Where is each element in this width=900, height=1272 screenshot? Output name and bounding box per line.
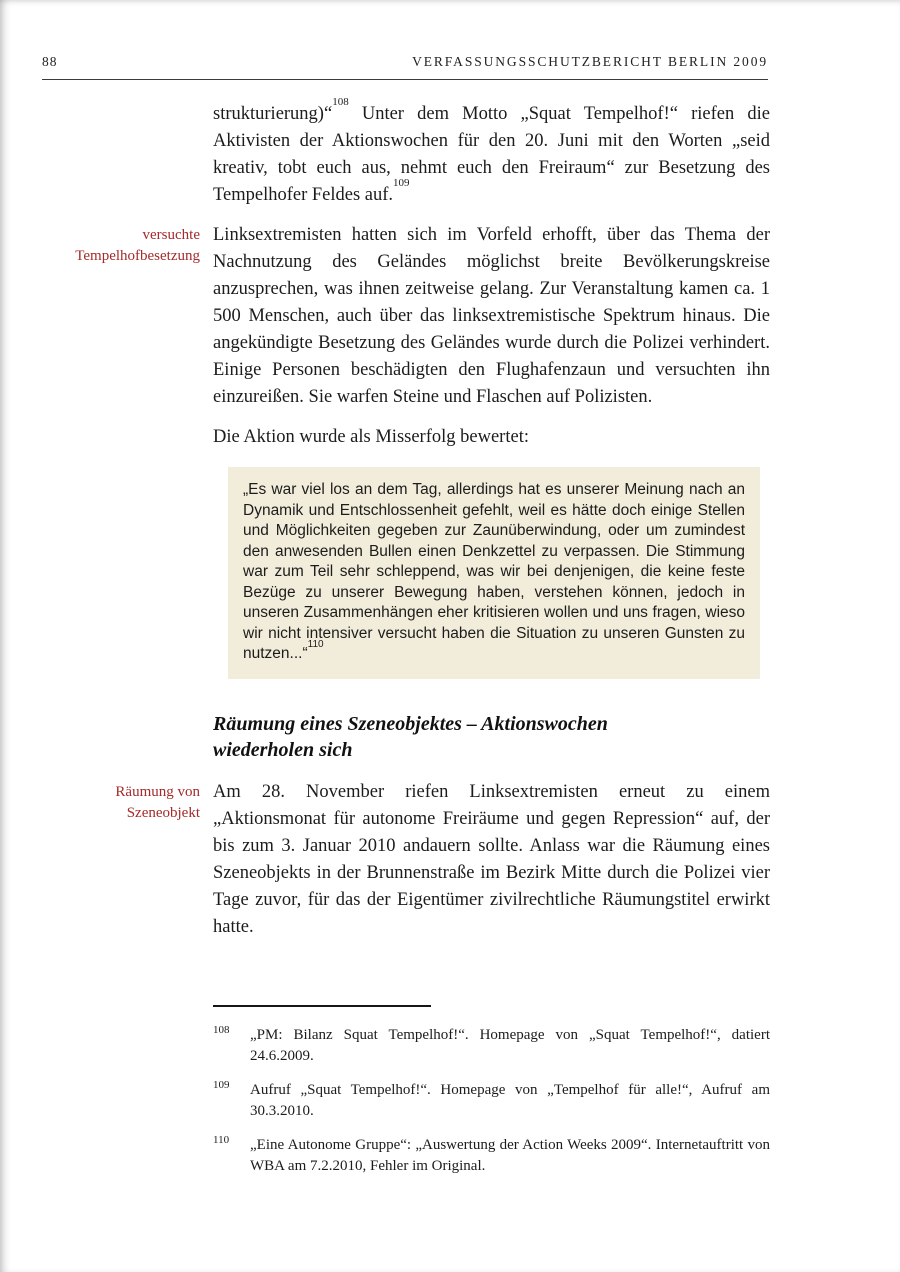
running-header bbox=[0, 0, 900, 70]
paragraph-linksextremisten: Linksextremisten hatten sich im Vorfeld erhofft, über das Thema der Nachnutzung des Geländes möglichst breite Bevölkerungskreise anzusprechen, was ihnen zeitweise gelang. Zur Veranstaltung kamen ca. 1 500 Menschen, auch über das linksextremistische Spektrum hinaus. Die angekündigte Besetzung des Geländes wurde durch die Polizei verhindert. Einige Personen beschädigten den Flughafenzaun und versuchten ihn einzureißen. Sie warfen Steine und Flaschen auf Polizisten. bbox=[213, 225, 770, 407]
paragraph-text: Unter dem Motto „Squat Tempelhof!“ riefen die Aktivisten der Aktionswochen für den 20. Juni mit den Worten „seid kreativ, tobt euch aus, nehmt euch den Freiraum“ zur Besetzung des Tempelhofer Feldes auf. bbox=[213, 104, 770, 205]
margin-note-column bbox=[42, 464, 213, 467]
paragraph-tempelhof-motto bbox=[213, 95, 770, 209]
body-column bbox=[213, 705, 770, 779]
content-row bbox=[0, 779, 900, 954]
body-column bbox=[213, 222, 770, 424]
footnote-ref-108: 108 bbox=[332, 95, 349, 108]
content-row bbox=[0, 95, 900, 222]
footnote-108 bbox=[213, 1025, 770, 1067]
body-column bbox=[213, 95, 770, 222]
body-column bbox=[213, 779, 770, 954]
content-row bbox=[0, 222, 900, 424]
content-row bbox=[0, 424, 900, 464]
footnote-110 bbox=[213, 1135, 770, 1177]
quotation-text: „Es war viel los an dem Tag, allerdings hat es unserer Meinung nach an Dynamik und Entschlossenheit gefehlt, weil es hätte doch einige Stellen und Möglichkeiten gegeben zur Zaunüberwindung, oder um zumindest den anwesenden Bullen einen Denkzettel zu verpassen. Die Stimmung war zum Teil sehr schleppend, was wir bei denjenigen, die keine feste Bezüge zu unserer Bewegung haben, verstehen können, jedoch in unseren Zusammenhängen eher kritisieren wollen und uns fragen, wieso wir nicht intensiver versucht haben die Situation zu unseren Gunsten zu nutzen...“ bbox=[243, 481, 745, 662]
margin-note-column bbox=[42, 1005, 213, 1008]
body-column bbox=[213, 464, 770, 705]
footnote-marker: 110 bbox=[213, 1134, 230, 1146]
footnote-section bbox=[0, 1005, 900, 1272]
margin-note-column bbox=[42, 424, 213, 427]
content-row bbox=[0, 1005, 900, 1190]
footnote-marker: 108 bbox=[213, 1024, 230, 1036]
paragraph-misserfolg: Die Aktion wurde als Misserfolg bewertet: bbox=[213, 427, 529, 447]
footnote-ref-110: 110 bbox=[307, 638, 324, 650]
quotation-block bbox=[228, 467, 760, 679]
footnote-text: Aufruf „Squat Tempelhof!“. Homepage von „Tempelhof für alle!“, Aufruf am 30.3.2010. bbox=[250, 1082, 770, 1119]
footnote-ref-109: 109 bbox=[393, 176, 410, 189]
content-row bbox=[0, 464, 900, 705]
body-column bbox=[213, 424, 770, 464]
margin-note-column bbox=[42, 705, 213, 708]
header-rule bbox=[42, 79, 768, 80]
margin-note-column bbox=[42, 779, 213, 824]
margin-note-column bbox=[42, 222, 213, 267]
page-number: 88 bbox=[42, 54, 58, 69]
footnote-text: „Eine Autonome Gruppe“: „Auswertung der Action Weeks 2009“. Internetauftritt von WBA am 7.2.2010, Fehler im Original. bbox=[250, 1137, 770, 1174]
footnote-separator bbox=[213, 1005, 431, 1007]
margin-note-tempelhofbesetzung: versuchte Tempelhofbesetzung bbox=[75, 227, 200, 264]
paragraph-text: strukturierung)“ bbox=[213, 104, 333, 124]
paragraph-aktionsmonat: Am 28. November riefen Linksextremisten erneut zu einem „Aktionsmonat für autonome Freiräume und gegen Repression“ auf, der bis zum 3. Januar 2010 andauern sollte. Anlass war die Räumung eines Szeneobjekts in der Brunnenstraße im Bezirk Mitte durch die Polizei vier Tage zuvor, für das der Eigentümer zivilrechtliche Räumungstitel erwirkt hatte. bbox=[213, 781, 770, 937]
margin-note-column bbox=[42, 101, 213, 104]
content-row bbox=[0, 705, 900, 779]
footnote-marker: 109 bbox=[213, 1079, 230, 1091]
body-column bbox=[213, 1005, 770, 1190]
section-heading: Räumung eines Szeneobjektes – Aktionswochen wiederholen sich bbox=[213, 712, 608, 761]
footnote-109 bbox=[213, 1080, 770, 1122]
page-content bbox=[0, 95, 900, 954]
footnote-text: „PM: Bilanz Squat Tempelhof!“. Homepage von „Squat Tempelhof!“, datiert 24.6.2009. bbox=[250, 1027, 770, 1064]
running-header-title: VERFASSUNGSSCHUTZBERICHT BERLIN 2009 bbox=[412, 54, 768, 69]
margin-note-raeumung: Räumung von Szeneobjekt bbox=[115, 783, 200, 821]
